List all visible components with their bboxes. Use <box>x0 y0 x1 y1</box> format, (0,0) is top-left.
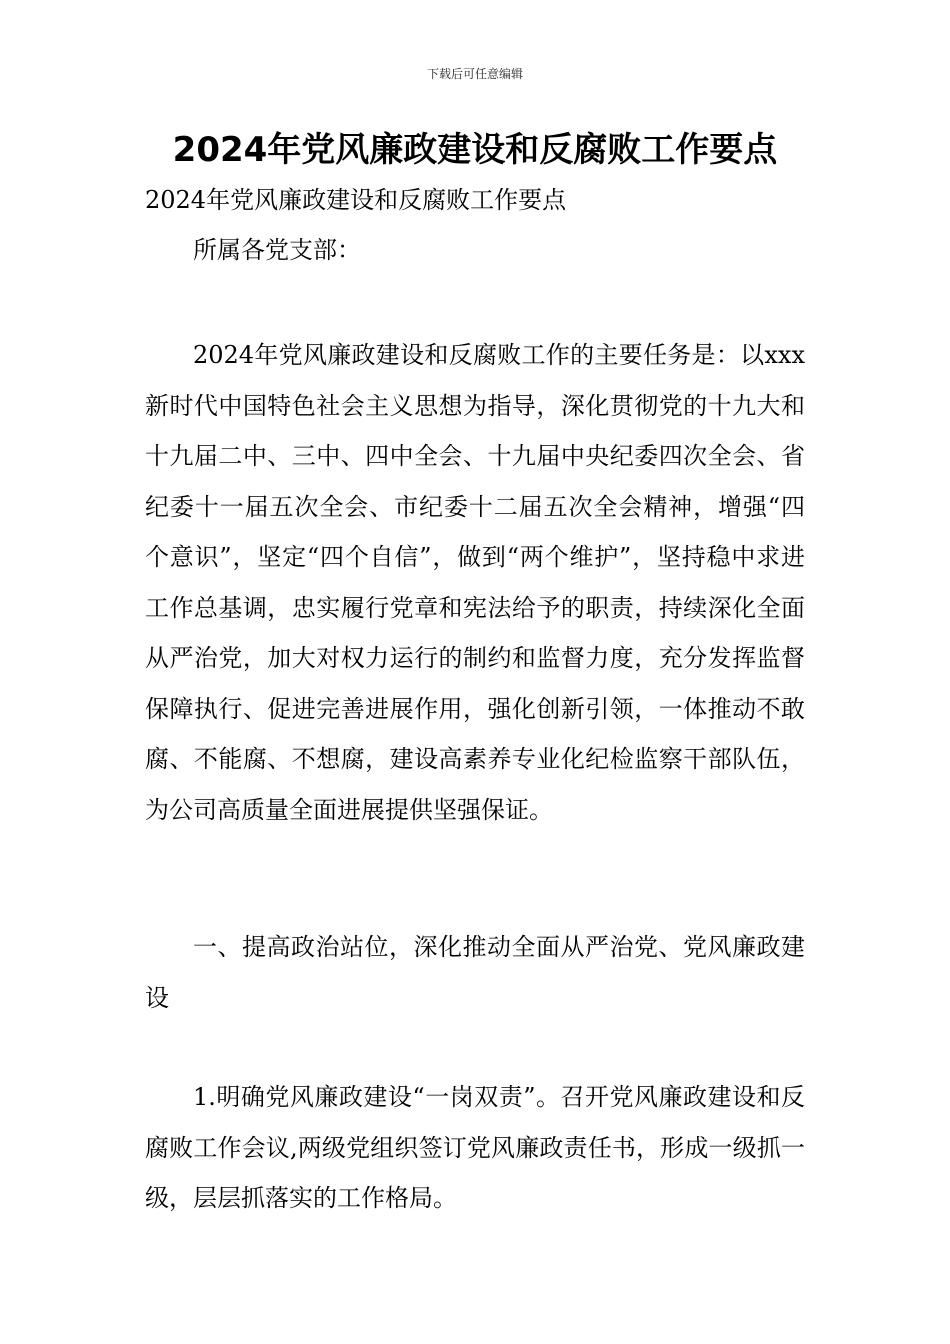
paragraph-item-one: 1.明确党风廉政建设“一岗双责”。召开党风廉政建设和反腐败工作会议,两级党组织签订党风廉政责任书，形成一级抓一级，层层抓落实的工作格局。 <box>145 1083 805 1212</box>
salutation: 所属各党支部： <box>193 236 361 264</box>
section-heading-one: 一、提高政治站位，深化推动全面从严治党、党风廉政建设 <box>145 933 805 1012</box>
paragraph-main-tasks: 2024年党风廉政建设和反腐败工作的主要任务是：以xxx新时代中国特色社会主义思想为指导，深化贯彻党的十九大和十九届二中、三中、四中全会、十九届中央纪委四次全会、省纪委十一届五次全会、市纪委十二届五次全会精神，增强“四个意识”，坚定“四个自信”，做到“两个维护”，坚持稳中求进工作总基调，忠实履行党章和宪法给予的职责，持续深化全面从严治党，加大对权力运行的制约和监督力度，充分发挥监督保障执行、促进完善进展作用，强化创新引领，一体推动不敢腐、不能腐、不想腐，建设高素养专业化纪检监察干部队伍，为公司高质量全面进展提供坚强保证。 <box>145 341 805 824</box>
document-title: 2024年党风廉政建设和反腐败工作要点 <box>172 130 778 170</box>
document-subtitle: 2024年党风廉政建设和反腐败工作要点 <box>145 186 567 214</box>
header-note: 下载后可任意编辑 <box>426 67 523 81</box>
